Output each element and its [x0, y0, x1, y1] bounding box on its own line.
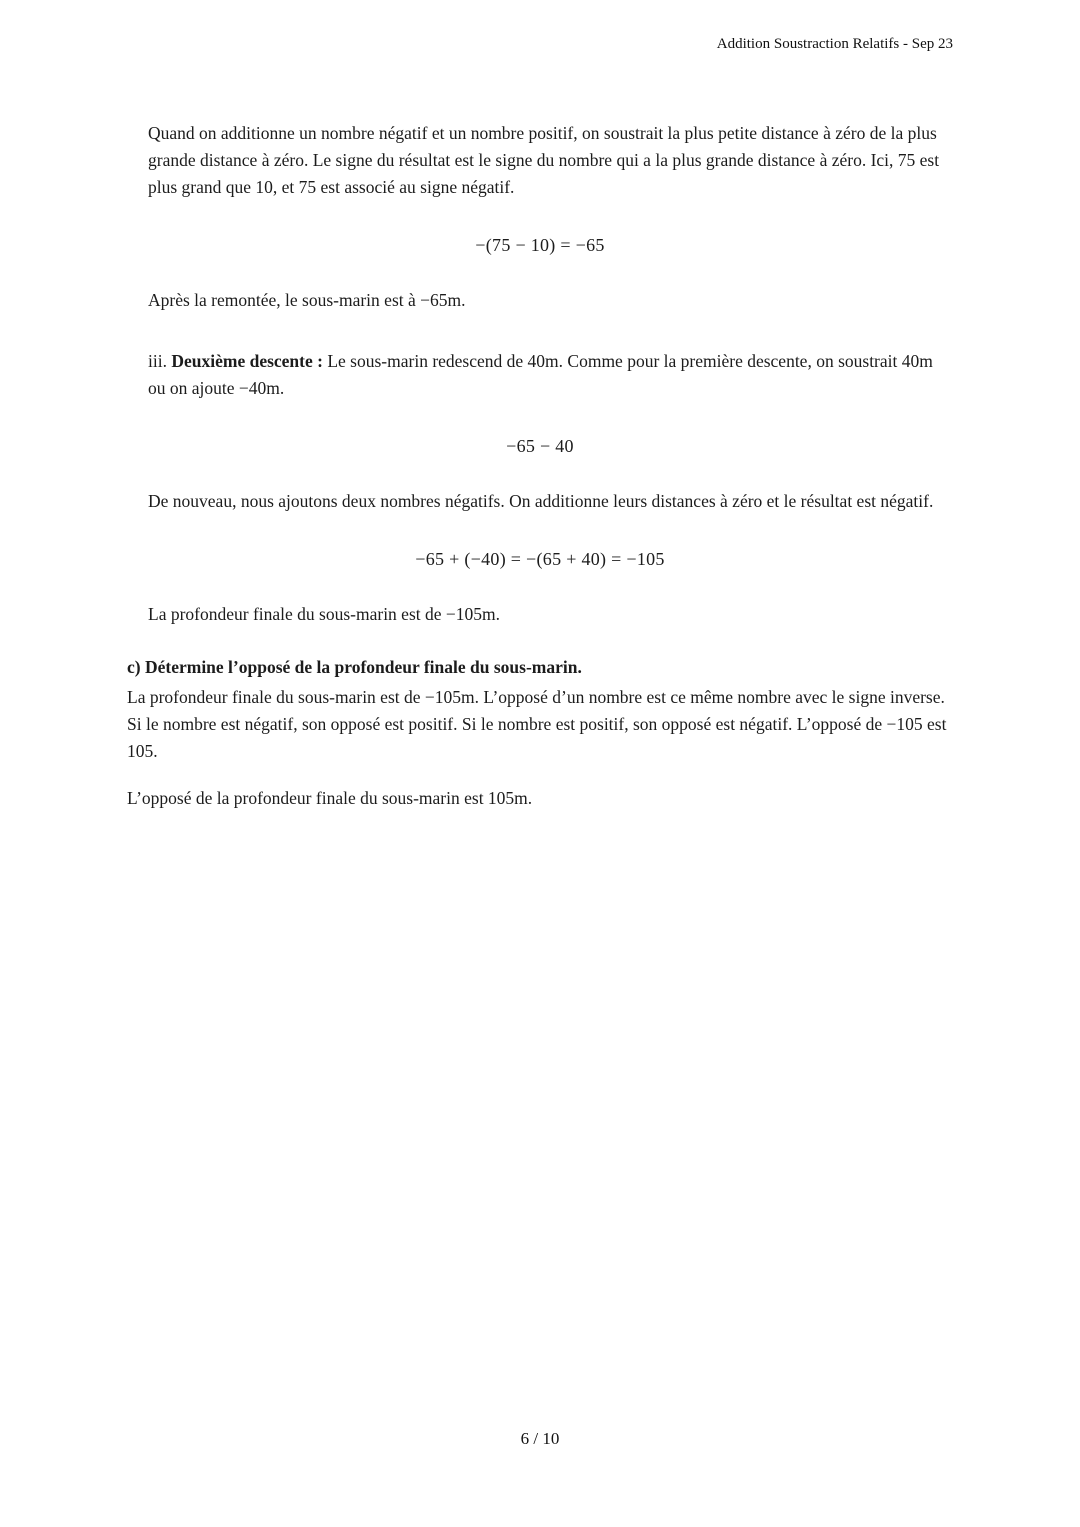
- math-formula-final-result: −65 + (−40) = −(65 + 40) = −105: [415, 549, 665, 569]
- page-number: 6 / 10: [520, 1429, 560, 1448]
- list-item-iii-text: Le sous-marin redescend de 40m. Comme pour la première descente, on soustrait 40m ou on ajoute −40m.: [148, 351, 933, 398]
- heading-question-c: c) Détermine l’opposé de la profondeur finale du sous-marin.: [127, 657, 582, 677]
- paragraph-remontee: Après la remontée, le sous-marin est à −65m.: [148, 290, 466, 310]
- paragraph-addition-rule: Quand on additionne un nombre négatif et un nombre positif, on soustrait la plus petite distance à zéro de la plus grande distance à zéro. Le signe du résultat est le signe du nombre qui a la plus grande distance à zéro. Ici, 75 est plus grand que 10, et 75 est associé au signe négatif.: [148, 123, 940, 197]
- math-formula-first-result: −(75 − 10) = −65: [475, 235, 605, 255]
- paragraph-oppose-conclusion: L’opposé de la profondeur finale du sous-marin est 105m.: [127, 788, 533, 808]
- list-item-iii: [148, 348, 953, 402]
- document-header-title: Addition Soustraction Relatifs - Sep 23: [716, 36, 953, 52]
- list-item-iii-prefix: iii.: [148, 351, 172, 371]
- paragraph-profondeur-finale: La profondeur finale du sous-marin est de −105m.: [148, 604, 500, 624]
- math-formula-second-descent: −65 − 40: [506, 436, 574, 456]
- document-content: [127, 120, 953, 812]
- paragraph-oppose-explication: La profondeur finale du sous-marin est de −105m. L’opposé d’un nombre est ce même nombre avec le signe inverse. Si le nombre est négatif, son opposé est positif. Si le nombre est positif, son opposé est négatif. L’opposé de −105 est 105.: [127, 687, 947, 761]
- list-item-iii-title: Deuxième descente :: [171, 351, 323, 371]
- paragraph-deux-negatifs: De nouveau, nous ajoutons deux nombres négatifs. On additionne leurs distances à zéro et le résultat est négatif.: [148, 491, 934, 511]
